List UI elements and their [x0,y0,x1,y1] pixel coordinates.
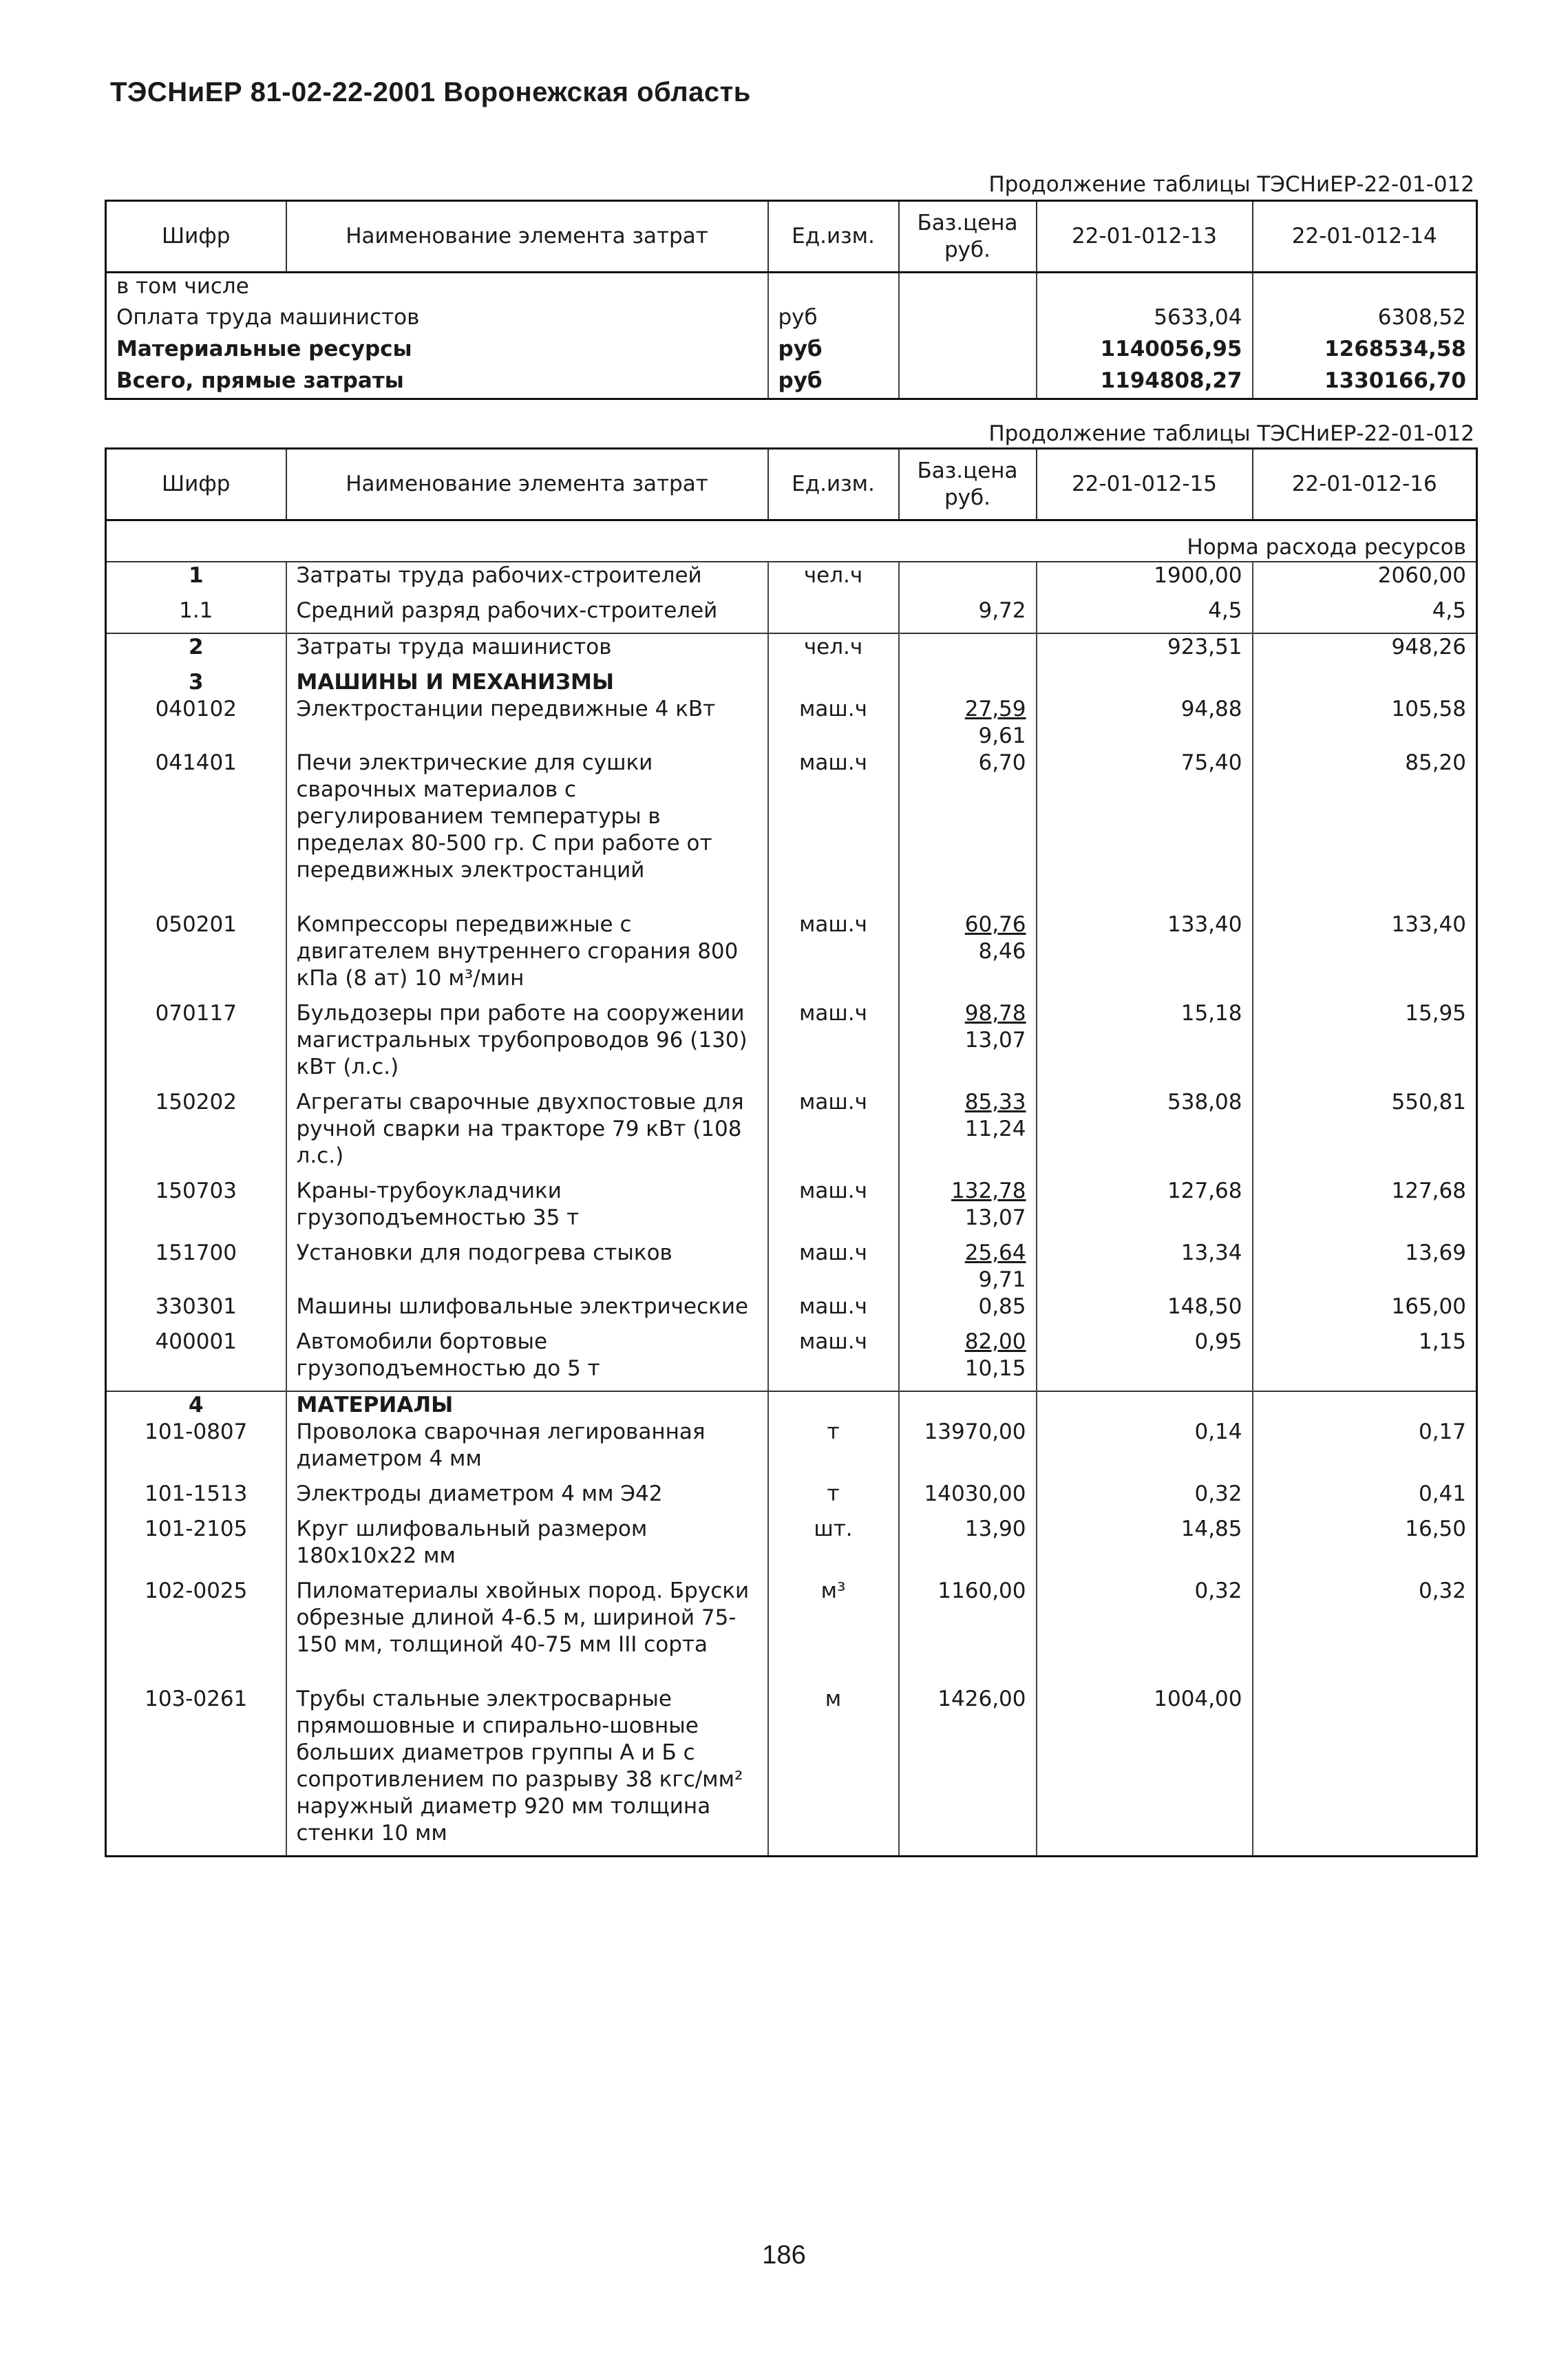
table-row [106,598,1477,633]
table-row [106,1578,1477,1686]
table-row [106,1240,1477,1293]
table-row [106,750,1477,911]
row-price [899,1089,1037,1178]
base-price: 9,72 [978,598,1026,623]
row-price [899,1329,1037,1391]
row-name: Оплата труда машинистов [116,304,420,330]
row-value-16: 127,68 [1253,1178,1477,1240]
row-code: 330301 [155,1293,237,1319]
row-value-15: 127,68 [1037,1178,1253,1240]
row-code: 041401 [155,750,237,775]
row-code: 040102 [155,696,237,721]
row-value-15: 0,32 [1037,1578,1253,1686]
row-code: 070117 [155,1000,237,1026]
row-value-14: 1268534,58 [1253,336,1477,368]
header-name: Наименование элемента затрат [286,449,768,520]
base-price-labor: 9,71 [978,1267,1026,1292]
row-code: 4 [106,1391,286,1419]
row-value-15: 538,08 [1037,1089,1253,1178]
table-row [106,336,1477,368]
header-code: Шифр [106,449,286,520]
table-row [106,1481,1477,1516]
row-unit: маш.ч [768,1089,899,1178]
row-unit: руб [768,336,899,368]
table-row [106,273,1477,304]
base-price: 13970,00 [924,1419,1026,1444]
row-value-15: 13,34 [1037,1240,1253,1293]
row-name: Машины шлифовальные электрические [286,1293,768,1329]
base-price: 6,70 [978,750,1026,775]
row-price [899,598,1037,633]
row-name: Всего, прямые затраты [116,368,404,393]
row-price [899,1240,1037,1293]
row-code: 151700 [155,1240,237,1265]
document-title: ТЭСНиЕР 81-02-22-2001 Воронежская область [110,77,751,107]
row-name: Краны-трубоукладчики грузоподъемностью 35 т [286,1178,768,1240]
row-name: Электроды диаметром 4 мм Э42 [286,1481,768,1516]
row-code: 400001 [155,1329,237,1354]
row-name: Пиломатериалы хвойных пород. Бруски обрезные длиной 4-6.5 м, шириной 75-150 мм, толщиной 40-75 мм III сорта [286,1578,768,1686]
row-unit: чел.ч [768,562,899,598]
table-row [106,696,1477,750]
header-col-14: 22-01-012-14 [1253,201,1477,273]
row-price [899,1000,1037,1089]
row-value-15: 75,40 [1037,750,1253,911]
row-price [899,633,1037,669]
header-col-16: 22-01-012-16 [1253,449,1477,520]
base-price: 1160,00 [937,1578,1026,1603]
row-unit: шт. [768,1516,899,1578]
header-code: Шифр [106,201,286,273]
row-price [899,911,1037,1000]
row-value-16: 4,5 [1253,598,1477,633]
table-header-row [106,449,1477,520]
row-unit [768,1391,899,1419]
row-price [899,336,1037,368]
resources-table [105,447,1478,1857]
row-value-13: 1140056,95 [1037,336,1253,368]
row-value-16: 0,32 [1253,1578,1477,1686]
row-unit: руб [768,368,899,399]
table-header-row [106,201,1477,273]
table-row [106,304,1477,336]
table-continuation-label: Продолжение таблицы ТЭСНиЕР-22-01-012 [988,421,1474,446]
table-row [106,911,1477,1000]
row-code: 3 [188,669,204,695]
row-value-15: 133,40 [1037,911,1253,1000]
header-unit: Ед.изм. [768,449,899,520]
row-value-16: 2060,00 [1253,562,1477,598]
row-name: Установки для подогрева стыков [286,1240,768,1293]
row-value-15 [1037,669,1253,696]
row-value-14: 6308,52 [1253,304,1477,336]
header-name: Наименование элемента затрат [286,201,768,273]
row-unit: маш.ч [768,911,899,1000]
row-unit: чел.ч [768,633,899,669]
table-row [106,1329,1477,1391]
row-unit: т [768,1419,899,1481]
base-price-labor: 10,15 [964,1355,1026,1381]
section-row [106,669,1477,696]
row-name: Проволока сварочная легированная диаметром 4 мм [286,1419,768,1481]
base-price: 60,76 [964,911,1026,937]
row-name: Печи электрические для сушки сварочных материалов с регулированием температуры в пределах 80-500 гр. С при работе от передвижных электростанций [286,750,768,911]
row-code: 101-2105 [145,1516,248,1541]
row-code: 102-0025 [145,1578,248,1603]
row-unit [768,598,899,633]
section-title: МАТЕРИАЛЫ [286,1391,768,1419]
row-price [899,1481,1037,1516]
row-value-15 [1037,1391,1253,1419]
row-code: 050201 [155,911,237,937]
row-value-15: 923,51 [1037,633,1253,669]
row-value-16: 16,50 [1253,1516,1477,1578]
base-price-labor: 8,46 [978,938,1026,964]
row-unit: маш.ч [768,1240,899,1293]
row-code: 2 [106,633,286,669]
table-row [106,1516,1477,1578]
header-price: Баз.цена руб. [899,449,1037,520]
row-value-15: 15,18 [1037,1000,1253,1089]
row-value-15: 1004,00 [1037,1686,1253,1857]
header-col-13: 22-01-012-13 [1037,201,1253,273]
row-code: 1.1 [179,598,213,623]
section-row [106,1391,1477,1419]
base-price-labor: 13,07 [964,1027,1026,1053]
row-price [899,1178,1037,1240]
row-code: 103-0261 [145,1686,248,1711]
row-value-13: 1194808,27 [1037,368,1253,399]
table-row [106,1293,1477,1329]
row-name: Автомобили бортовые грузоподъемностью до 5 т [286,1329,768,1391]
base-price: 25,64 [964,1240,1026,1265]
row-code: 150202 [155,1089,237,1115]
row-value-16: 13,69 [1253,1240,1477,1293]
header-price: Баз.цена руб. [899,201,1037,273]
row-code: 1 [188,562,204,588]
row-unit: маш.ч [768,696,899,750]
row-value-15: 0,32 [1037,1481,1253,1516]
table-row [106,1686,1477,1857]
row-value-16: 85,20 [1253,750,1477,911]
row-price [899,1391,1037,1419]
row-unit: маш.ч [768,1000,899,1089]
row-unit [768,273,899,304]
table-row [106,562,1477,598]
table-continuation-label: Продолжение таблицы ТЭСНиЕР-22-01-012 [988,172,1474,197]
table-row [106,1000,1477,1089]
row-value-13 [1037,273,1253,304]
header-unit: Ед.изм. [768,201,899,273]
base-price-labor: 9,61 [978,723,1026,748]
row-name: Затраты труда машинистов [286,633,768,669]
row-value-16: 133,40 [1253,911,1477,1000]
row-price [899,750,1037,911]
row-unit: м [768,1686,899,1857]
row-name: Средний разряд рабочих-строителей [286,598,768,633]
row-price [899,304,1037,336]
row-value-15: 148,50 [1037,1293,1253,1329]
row-unit [768,669,899,696]
row-value-16: 0,41 [1253,1481,1477,1516]
row-price [899,562,1037,598]
table-row [106,368,1477,399]
row-unit: т [768,1481,899,1516]
base-price: 132,78 [951,1178,1026,1203]
row-unit: маш.ч [768,1329,899,1391]
row-price [899,1578,1037,1686]
row-name: Круг шлифовальный размером 180x10x22 мм [286,1516,768,1578]
header-col-15: 22-01-012-15 [1037,449,1253,520]
row-unit: маш.ч [768,750,899,911]
row-unit: руб [768,304,899,336]
base-price: 1426,00 [937,1686,1026,1711]
row-name: Агрегаты сварочные двухпостовые для ручной сварки на тракторе 79 кВт (108 л.с.) [286,1089,768,1178]
section-title: МАШИНЫ И МЕХАНИЗМЫ [286,669,768,696]
row-price [899,1686,1037,1857]
row-name: Затраты труда рабочих-строителей [286,562,768,598]
row-value-15: 14,85 [1037,1516,1253,1578]
row-value-15: 1900,00 [1037,562,1253,598]
base-price: 85,33 [964,1089,1026,1115]
summary-table [105,200,1478,400]
table-row [106,1178,1477,1240]
base-price: 27,59 [964,696,1026,721]
row-name: Электростанции передвижные 4 кВт [286,696,768,750]
base-price: 98,78 [964,1000,1026,1026]
table-row [106,1419,1477,1481]
base-price-labor: 13,07 [964,1205,1026,1230]
table-row [106,633,1477,669]
row-unit: м³ [768,1578,899,1686]
page-number: 186 [762,2241,806,2270]
row-value-15: 94,88 [1037,696,1253,750]
row-name: Компрессоры передвижные с двигателем внутреннего сгорания 800 кПа (8 ат) 10 м³/мин [286,911,768,1000]
base-price: 0,85 [978,1293,1026,1319]
row-value-13: 5633,04 [1037,304,1253,336]
row-value-14 [1253,273,1477,304]
base-price: 82,00 [964,1329,1026,1354]
row-price [899,368,1037,399]
row-price [899,669,1037,696]
row-value-16 [1253,669,1477,696]
row-value-16 [1253,1686,1477,1857]
norm-row [106,520,1477,562]
row-value-15: 0,14 [1037,1419,1253,1481]
row-name: Трубы стальные электросварные прямошовные и спирально-шовные больших диаметров группы А и Б с сопротивлением по разрыву 38 кгс/мм² наружный диаметр 920 мм толщина стенки 10 мм [286,1686,768,1857]
row-code: 101-1513 [145,1481,248,1506]
row-name: Материальные ресурсы [116,336,412,361]
row-value-15: 0,95 [1037,1329,1253,1391]
norm-label: Норма расхода ресурсов [106,520,1477,562]
row-value-14: 1330166,70 [1253,368,1477,399]
row-price [899,273,1037,304]
row-code: 101-0807 [145,1419,248,1444]
table-row [106,1089,1477,1178]
row-name: в том числе [116,274,249,299]
row-price [899,1516,1037,1578]
row-value-16 [1253,1391,1477,1419]
base-price: 13,90 [964,1516,1026,1541]
row-value-16: 948,26 [1253,633,1477,669]
row-price [899,1293,1037,1329]
row-code: 150703 [155,1178,237,1203]
row-value-16: 165,00 [1253,1293,1477,1329]
row-price [899,1419,1037,1481]
row-value-16: 0,17 [1253,1419,1477,1481]
base-price: 14030,00 [924,1481,1026,1506]
row-price [899,696,1037,750]
row-unit: маш.ч [768,1293,899,1329]
base-price-labor: 11,24 [964,1116,1026,1141]
row-unit: маш.ч [768,1178,899,1240]
row-value-16: 1,15 [1253,1329,1477,1391]
row-value-15: 4,5 [1037,598,1253,633]
row-value-16: 550,81 [1253,1089,1477,1178]
row-value-16: 105,58 [1253,696,1477,750]
row-value-16: 15,95 [1253,1000,1477,1089]
row-name: Бульдозеры при работе на сооружении магистральных трубопроводов 96 (130) кВт (л.с.) [286,1000,768,1089]
